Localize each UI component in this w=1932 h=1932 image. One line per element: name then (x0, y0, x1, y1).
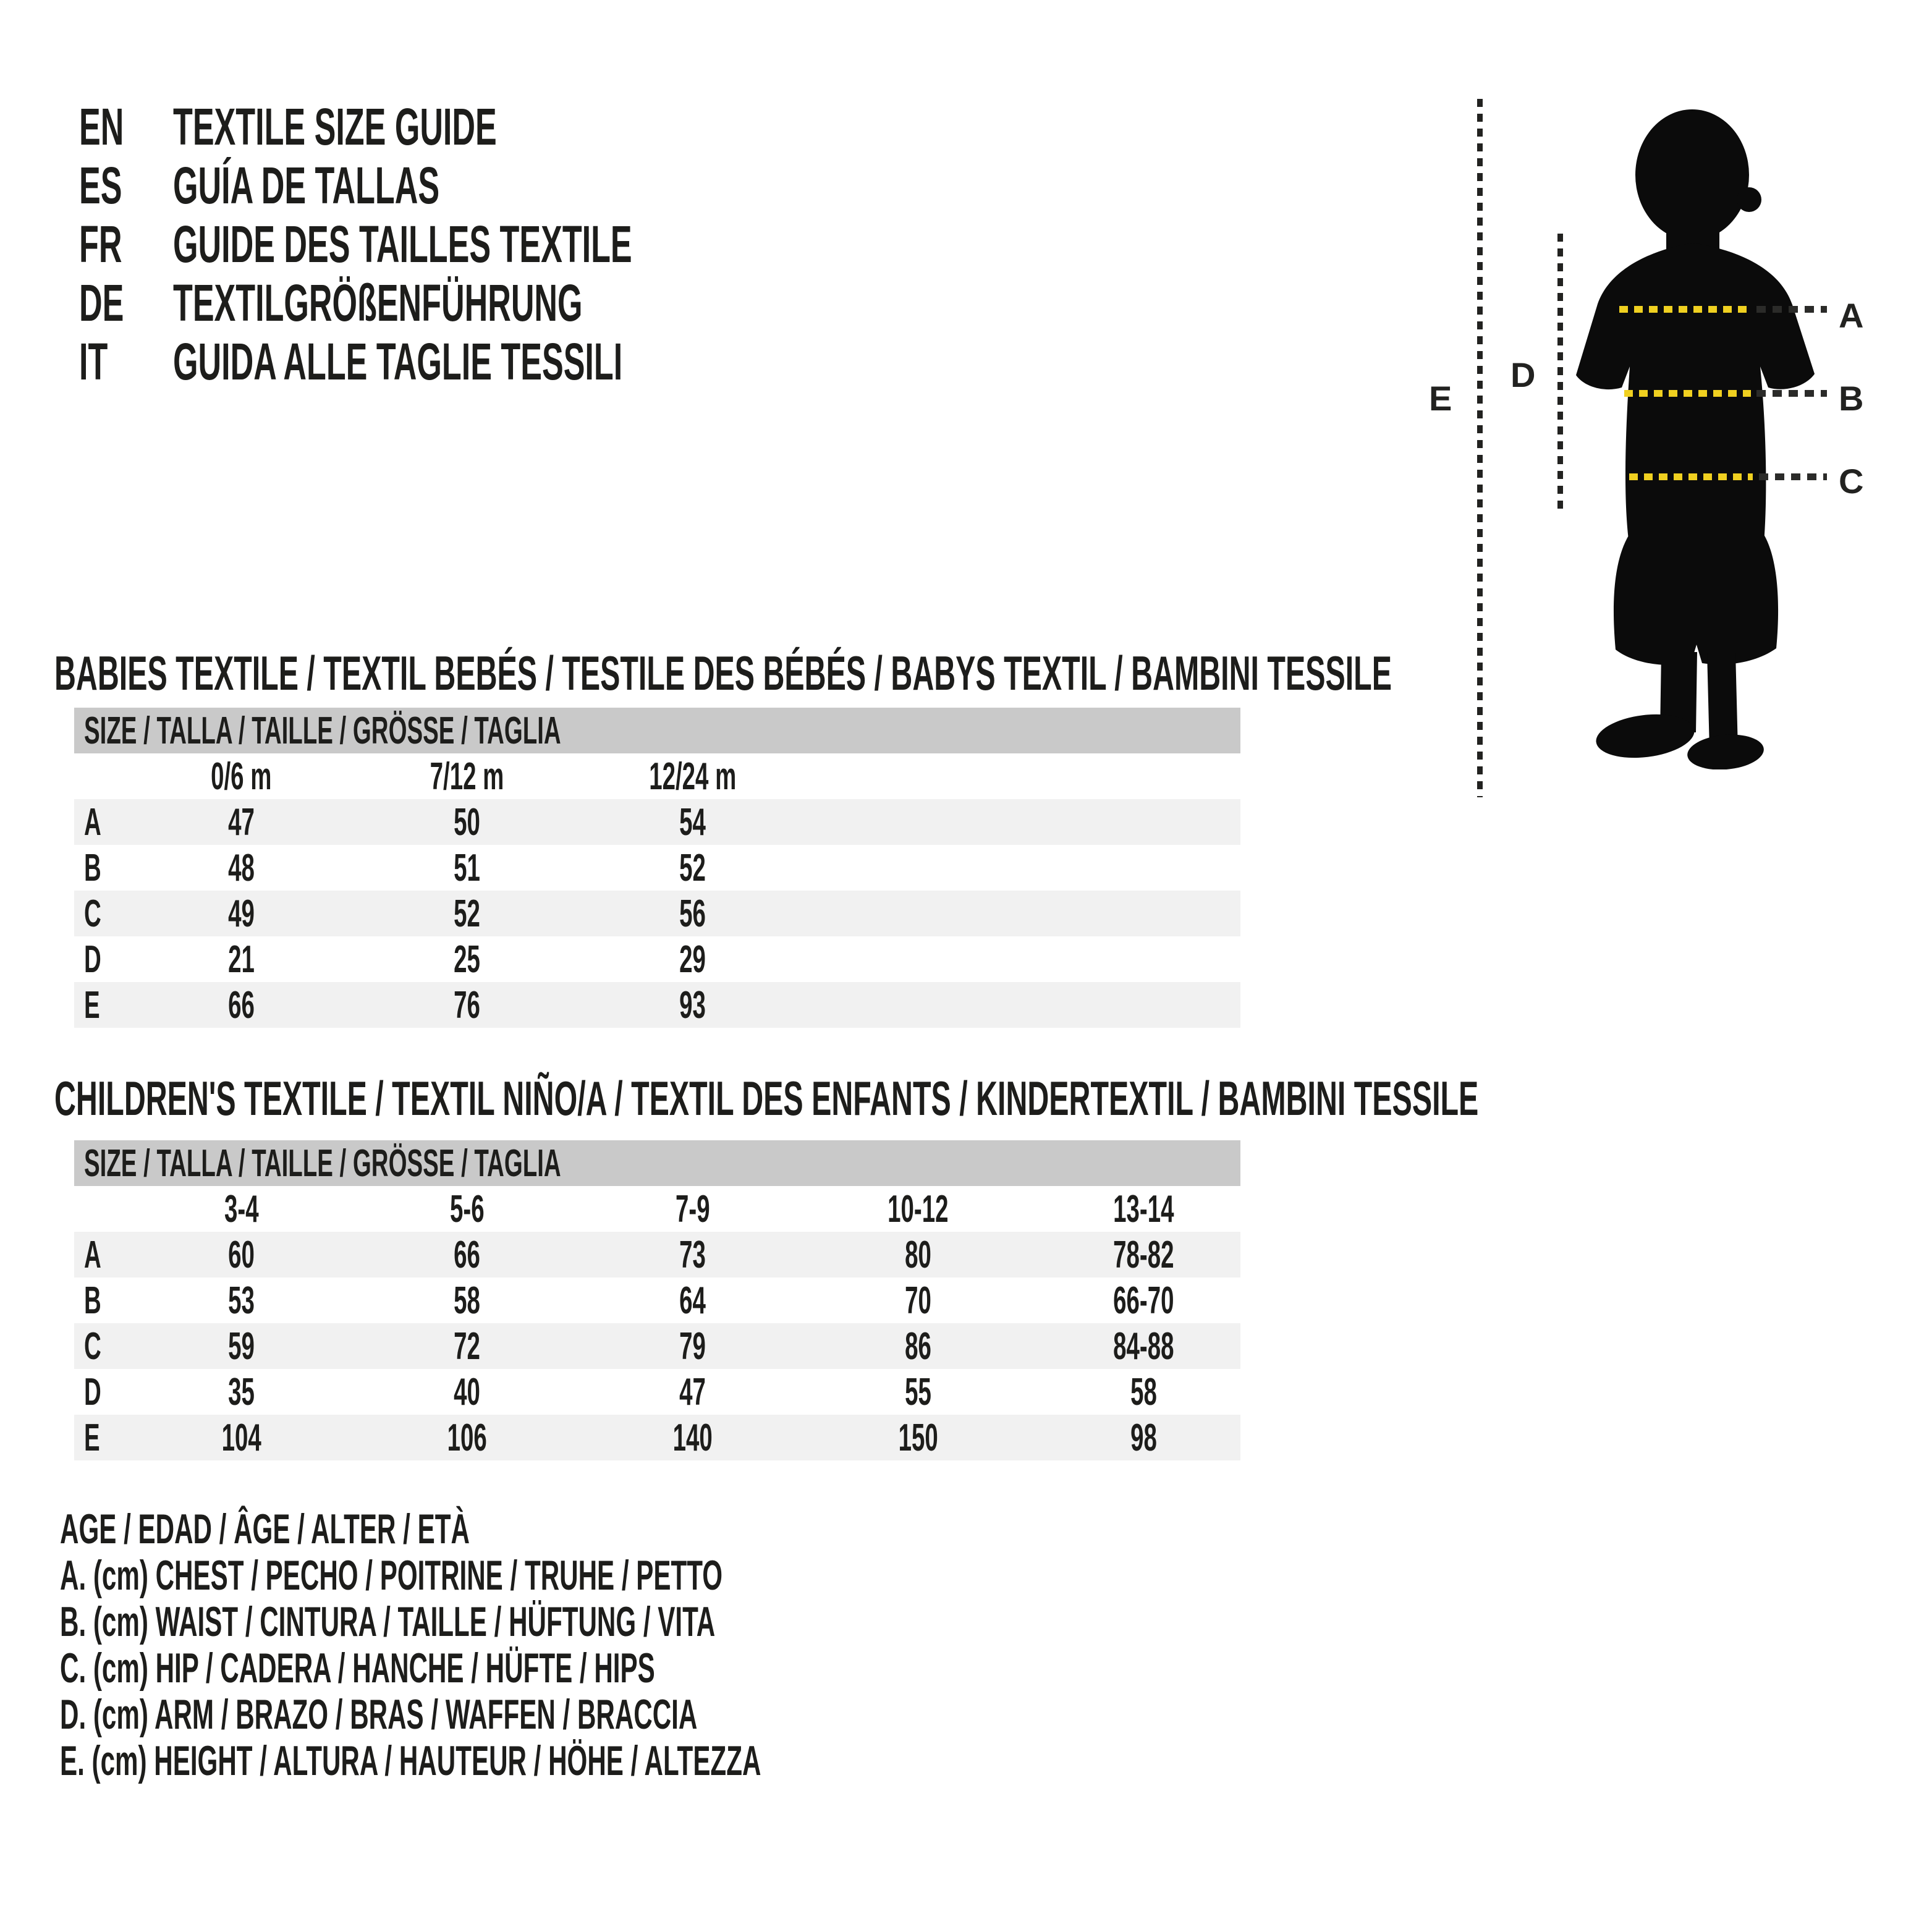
row-label: D (84, 938, 101, 981)
babies-size-header: SIZE / TALLA / TAILLE / GRÖSSE / TAGLIA (74, 708, 1240, 753)
language-code: EN (79, 98, 124, 156)
row-label: A (84, 1233, 101, 1276)
language-title: GUIDA ALLE TAGLIE TESSILI (173, 333, 623, 391)
row-label: A (84, 800, 101, 844)
table-row: A 60 66 73 80 78-82 (74, 1232, 1240, 1277)
silhouette-shirt (1576, 243, 1815, 557)
figure-label-height: E (1429, 379, 1452, 418)
children-col-1: 5-6 (449, 1187, 485, 1231)
table-row: B 53 58 64 70 66-70 (84, 1279, 1174, 1322)
language-code: IT (79, 333, 108, 391)
babies-table (74, 708, 1240, 1028)
row-label: B (84, 1279, 101, 1322)
silhouette-right-shoe (1686, 732, 1765, 769)
legend-waist: B. (cm) WAIST / CINTURA / TAILLE / HÜFTUNG / VITA (60, 1598, 716, 1645)
children-section-title: CHILDREN'S TEXTILE / TEXTIL NIÑO/A / TEXTIL DES ENFANTS / KINDERTEXTIL / BAMBINI TESSILE (54, 1071, 1479, 1125)
babies-section-title: BABIES TEXTILE / TEXTIL BEBÉS / TESTILE DES BÉBÉS / BABYS TEXTIL / BAMBINI TESSILE (54, 646, 1392, 700)
row-label: B (84, 846, 101, 889)
language-row-en (79, 98, 913, 156)
language-code: FR (79, 215, 122, 273)
table-row: B 48 51 52 (84, 846, 706, 889)
legend-chest: A. (cm) CHEST / PECHO / POITRINE / TRUHE / PETTO (60, 1551, 723, 1599)
chest-guide-yellow (1619, 306, 1750, 313)
arm-measure-line (1557, 234, 1563, 514)
babies-col-2: 12/24 m (648, 755, 737, 798)
language-title: TEXTILGRÖßENFÜHRUNG (173, 274, 583, 332)
hip-guide-yellow (1629, 473, 1753, 480)
hip-guide-dark (1759, 473, 1827, 480)
waist-guide-yellow (1624, 390, 1751, 397)
table-row: D 35 40 47 55 58 (84, 1370, 1157, 1413)
babies-col-1: 7/12 m (430, 755, 504, 798)
language-list (79, 98, 913, 391)
babies-col-0: 0/6 m (211, 755, 272, 798)
measurement-legend (60, 1506, 1191, 1784)
table-row: E 104 106 140 150 98 (74, 1415, 1240, 1460)
figure-label-hip: C (1839, 462, 1864, 501)
language-row-fr (79, 215, 913, 274)
children-column-header-row (74, 1186, 1240, 1232)
table-row: C 49 52 56 (74, 891, 1240, 936)
row-label: C (84, 892, 101, 935)
table-row: E 66 76 93 (74, 982, 1240, 1028)
children-table (74, 1140, 1240, 1460)
row-label: C (84, 1324, 101, 1368)
legend-height: E. (cm) HEIGHT / ALTURA / HAUTEUR / HÖHE / ALTEZZA (60, 1737, 761, 1784)
legend-arm: D. (cm) ARM / BRAZO / BRAS / WAFFEN / BRACCIA (60, 1690, 698, 1738)
waist-guide-dark (1756, 390, 1827, 397)
legend-hip: C. (cm) HIP / CADERA / HANCHE / HÜFTE / HIPS (60, 1644, 655, 1692)
children-size-header: SIZE / TALLA / TAILLE / GRÖSSE / TAGLIA (74, 1140, 1240, 1186)
chest-guide-dark (1756, 306, 1827, 313)
language-title: GUIDE DES TAILLES TEXTILE (173, 215, 632, 273)
legend-age: AGE / EDAD / ÂGE / ALTER / ETÀ (60, 1505, 470, 1553)
silhouette-ear (1737, 187, 1761, 212)
figure-label-waist: B (1839, 379, 1864, 418)
table-row: D 21 25 29 (84, 938, 706, 981)
language-row-de (79, 274, 913, 333)
children-col-0: 3-4 (224, 1187, 259, 1231)
language-row-es (79, 156, 913, 215)
language-title: TEXTILE SIZE GUIDE (173, 98, 497, 156)
language-code: ES (79, 156, 122, 214)
row-label: E (84, 1416, 100, 1459)
language-row-it (79, 333, 913, 391)
children-col-4: 13-14 (1113, 1187, 1174, 1231)
language-title: GUÍA DE TALLAS (173, 156, 440, 214)
table-row: C 59 72 79 86 84-88 (74, 1323, 1240, 1369)
row-label: D (84, 1370, 101, 1413)
figure-label-arm: D (1510, 355, 1536, 394)
babies-column-header-row (74, 753, 1240, 799)
language-code: DE (79, 274, 124, 332)
silhouette-shorts (1614, 535, 1778, 665)
row-label: E (84, 983, 100, 1027)
children-col-2: 7-9 (675, 1187, 710, 1231)
children-col-3: 10-12 (888, 1187, 949, 1231)
figure-label-chest: A (1839, 296, 1864, 335)
table-row: A 47 50 54 (74, 799, 1240, 845)
